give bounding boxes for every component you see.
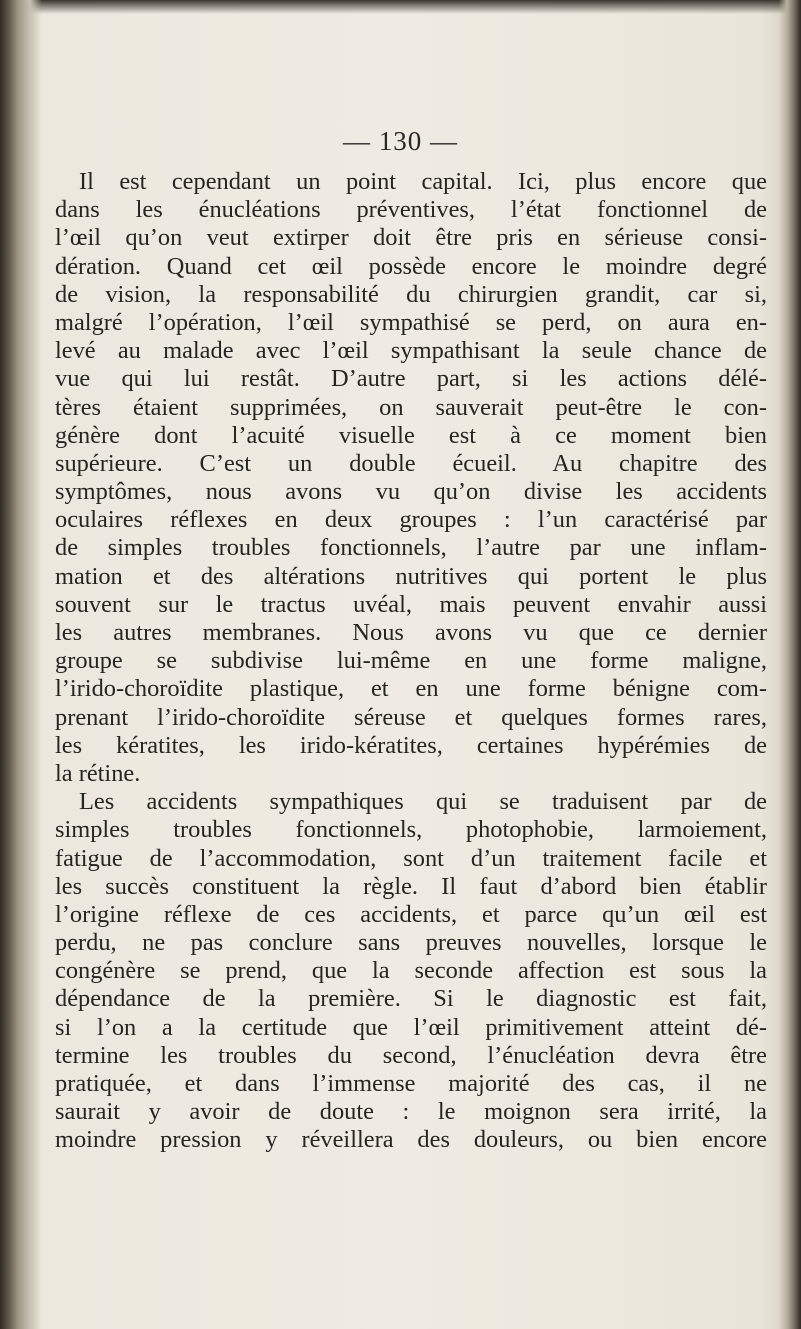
text-line: génère dont l’acuité visuelle est à ce moment bien: [55, 421, 767, 449]
text-line: fatigue de l’accommodation, sont d’un traitement facile et: [55, 844, 767, 872]
text-line: les kératites, les irido-kératites, certaines hypérémies de: [55, 731, 767, 759]
text-line: l’origine réflexe de ces accidents, et parce qu’un œil est: [55, 900, 767, 928]
text-line: supérieure. C’est un double écueil. Au chapitre des: [55, 449, 767, 477]
text-line: l’œil qu’on veut extirper doit être pris en sérieuse consi-: [55, 224, 767, 252]
text-line: congénère se prend, que la seconde affection est sous la: [55, 957, 767, 985]
body-text: [55, 168, 767, 1155]
text-line: malgré l’opération, l’œil sympathisé se perd, on aura en-: [55, 308, 767, 336]
text-line: les autres membranes. Nous avons vu que ce dernier: [55, 619, 767, 646]
binding-edge-right: [779, 0, 801, 1329]
text-line: dépendance de la première. Si le diagnostic est fait,: [55, 985, 767, 1013]
text-line: groupe se subdivise lui-même en une forme maligne,: [55, 647, 767, 675]
text-line: mation et des altérations nutritives qui portent le plus: [55, 562, 767, 590]
text-line: de vision, la responsabilité du chirurgien grandit, car si,: [55, 280, 767, 308]
paragraph-1: [55, 168, 767, 788]
text-line: saurait y avoir de doute : le moignon sera irrité, la: [55, 1098, 767, 1126]
text-line: termine les troubles du second, l’énucléation devra être: [55, 1041, 767, 1069]
text-line: Les accidents sympathiques qui se traduisent par de: [79, 788, 767, 816]
paragraph-2: [55, 788, 767, 1154]
text-line: si l’on a la certitude que l’œil primitivement atteint dé-: [55, 1013, 767, 1041]
text-line: vue qui lui restât. D’autre part, si les actions délé-: [55, 365, 767, 393]
text-line: de simples troubles fonctionnels, l’autre par une inflam-: [55, 534, 767, 562]
text-line: la rétine.: [55, 759, 141, 787]
text-line: les succès constituent la règle. Il faut d’abord bien établir: [55, 872, 767, 900]
text-line: oculaires réflexes en deux groupes : l’un caractérisé par: [55, 506, 767, 534]
text-line: levé au malade avec l’œil sympathisant la seule chance de: [55, 337, 767, 365]
text-line: dération. Quand cet œil possède encore le moindre degré: [55, 252, 767, 280]
page-number: — 130 —: [343, 126, 458, 156]
page-top-shadow: [0, 0, 801, 14]
text-line: perdu, ne pas conclure sans preuves nouvelles, lorsque le: [55, 929, 767, 957]
text-line: Il est cependant un point capital. Ici, plus encore que: [79, 168, 767, 195]
text-line: moindre pression y réveillera des douleurs, ou bien encore: [55, 1126, 767, 1154]
text-line: prenant l’irido-choroïdite séreuse et quelques formes rares,: [55, 703, 767, 731]
text-line: dans les énucléations préventives, l’état fonctionnel de: [55, 196, 767, 224]
text-line: symptômes, nous avons vu qu’on divise les accidents: [55, 478, 767, 506]
text-line: tères étaient supprimées, on sauverait peut-être le con-: [55, 393, 767, 421]
text-line: souvent sur le tractus uvéal, mais peuvent envahir aussi: [55, 590, 767, 618]
binding-edge-left: [0, 0, 42, 1329]
text-line: simples troubles fonctionnels, photophobie, larmoiement,: [55, 816, 767, 844]
text-line: pratiquée, et dans l’immense majorité des cas, il ne: [55, 1070, 767, 1097]
text-line: l’irido-choroïdite plastique, et en une forme bénigne com-: [55, 675, 767, 703]
